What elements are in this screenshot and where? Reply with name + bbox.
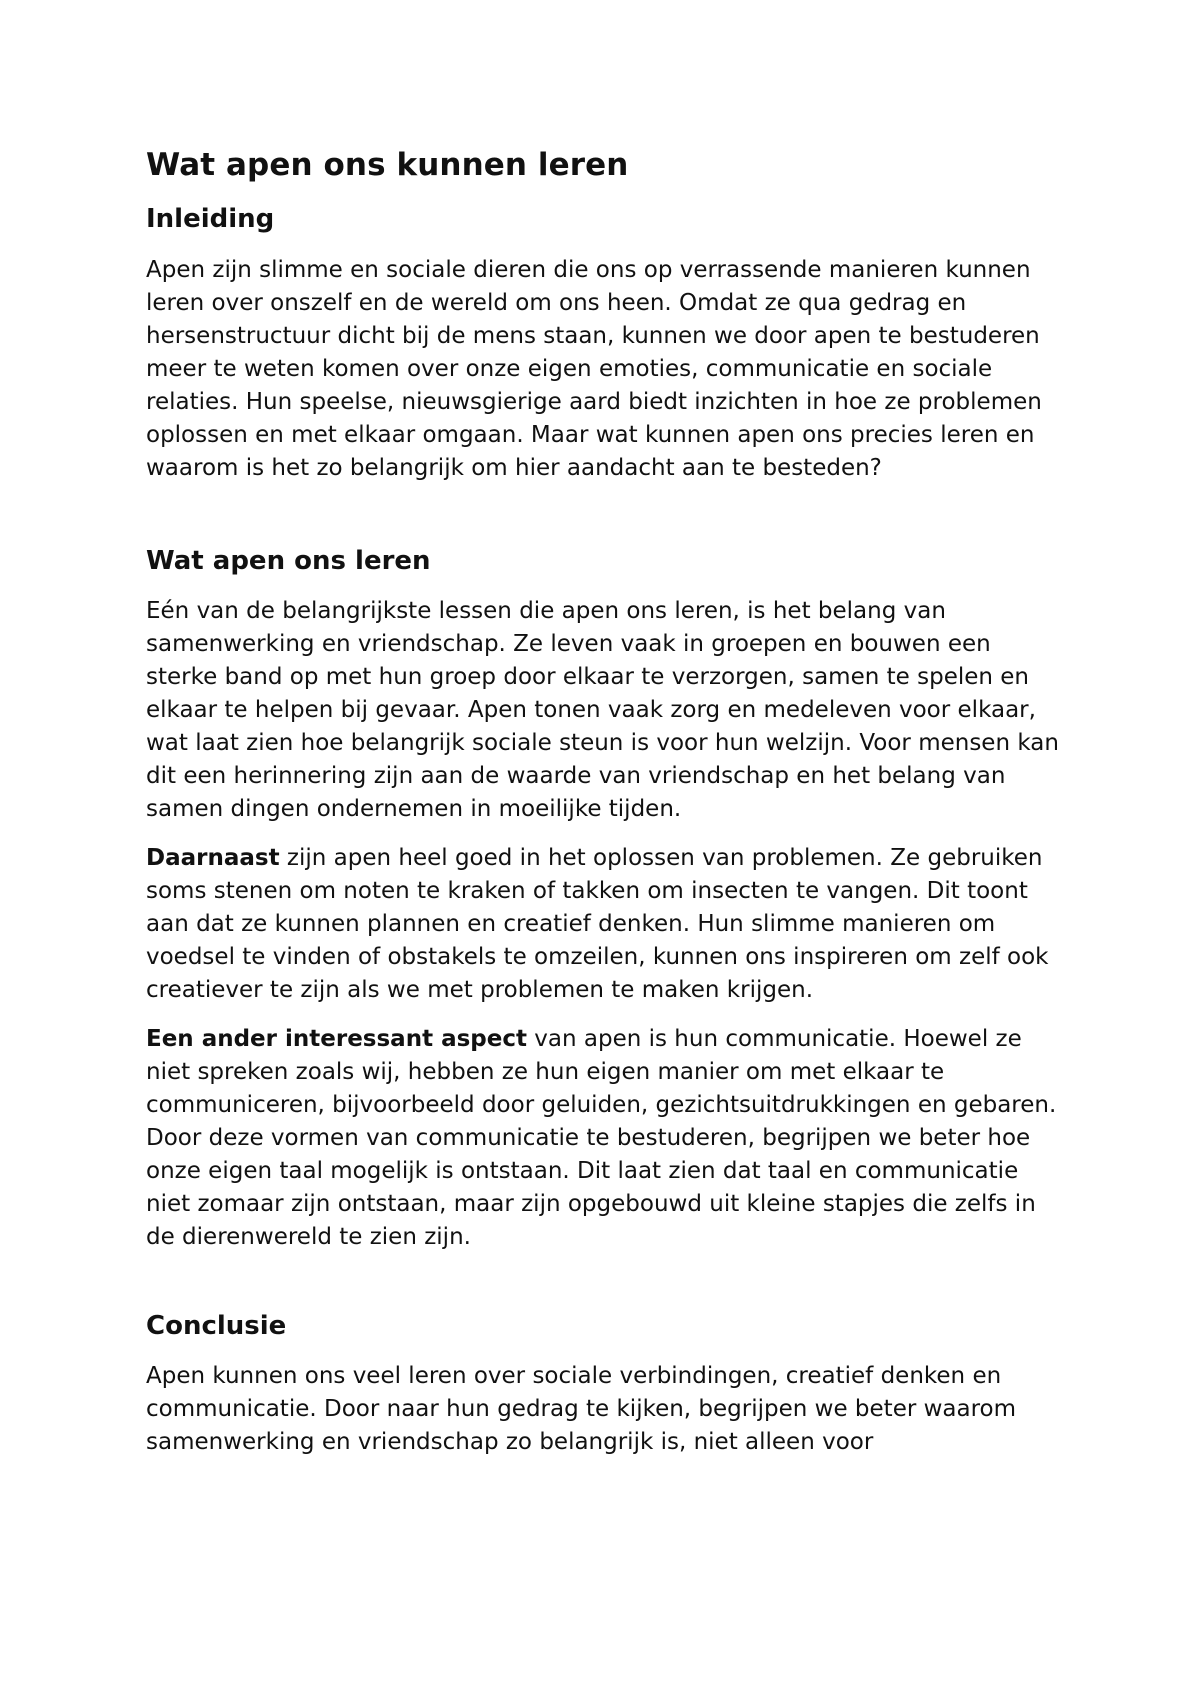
document-page [146, 128, 1066, 1459]
paragraph-text: Eén van de belangrijkste lessen die apen ons leren, is het belang van samenwerking en vriendschap. Ze leven vaak in groepen en bouwen een sterke band op met hun groep door elkaar te verzorgen, samen te spelen en elkaar te helpen bij gevaar. Apen tonen vaak zorg en medeleven voor elkaar, wat laat zien hoe belangrijk sociale steun is voor hun welzijn. Voor mensen kan dit een herinnering zijn aan de waarde van vriendschap en het belang van samen dingen ondernemen in moeilijke tijden. [146, 597, 1059, 822]
paragraph-lead-bold: Een ander interessant aspect [146, 1025, 527, 1052]
document-title: Wat apen ons kunnen leren [146, 147, 629, 183]
paragraph-text: Apen zijn slimme en sociale dieren die ons op verrassende manieren kunnen leren over onszelf en de wereld om ons heen. Omdat ze qua gedrag en hersenstructuur dicht bij de mens staan, kunnen we door apen te bestuderen meer te weten komen over onze eigen emoties, communicatie en sociale relaties. Hun speelse, nieuwsgierige aard biedt inzichten in hoe ze problemen oplossen en met elkaar omgaan. Maar wat kunnen apen ons precies leren en waarom is het zo belangrijk om hier aandacht aan te besteden? [146, 257, 1042, 482]
section-heading-conclusie: Conclusie [146, 1310, 287, 1341]
paragraph-text: van apen is hun communicatie. Hoewel ze niet spreken zoals wij, hebben ze hun eigen manier om met elkaar te communiceren, bijvoorbeeld door geluiden, gezichtsuitdrukkingen en gebaren. Door deze vormen van communicatie te bestuderen, begrijpen we beter hoe onze eigen taal mogelijk is ontstaan. Dit laat zien dat taal en communicatie niet zomaar zijn ontstaan, maar zijn opgebouwd uit kleine stapjes die zelfs in de dierenwereld te zien zijn. [146, 1025, 1057, 1250]
paragraph-text: zijn apen heel goed in het oplossen van problemen. Ze gebruiken soms stenen om noten te kraken of takken om insecten te vangen. Dit toont aan dat ze kunnen plannen en creatief denken. Hun slimme manieren om voedsel te vinden of obstakels te omzeilen, kunnen ons inspireren om zelf ook creatiever te zijn als we met problemen te maken krijgen. [146, 844, 1049, 1003]
paragraph-samenwerking [146, 595, 1066, 826]
section-heading-inleiding: Inleiding [146, 204, 275, 235]
paragraph-communicatie [146, 1023, 1066, 1254]
paragraph-lead-bold: Daarnaast [146, 844, 280, 871]
paragraph-inleiding [146, 254, 1066, 485]
paragraph-problemen-oplossen [146, 842, 1066, 1007]
paragraph-text: Apen kunnen ons veel leren over sociale verbindingen, creatief denken en communicatie. Door naar hun gedrag te kijken, begrijpen we beter waarom samenwerking en vriendschap zo belangrijk is, niet alleen voor [146, 1362, 1017, 1455]
section-heading-wat-apen-ons-leren: Wat apen ons leren [146, 546, 431, 577]
paragraph-conclusie [146, 1360, 1066, 1459]
